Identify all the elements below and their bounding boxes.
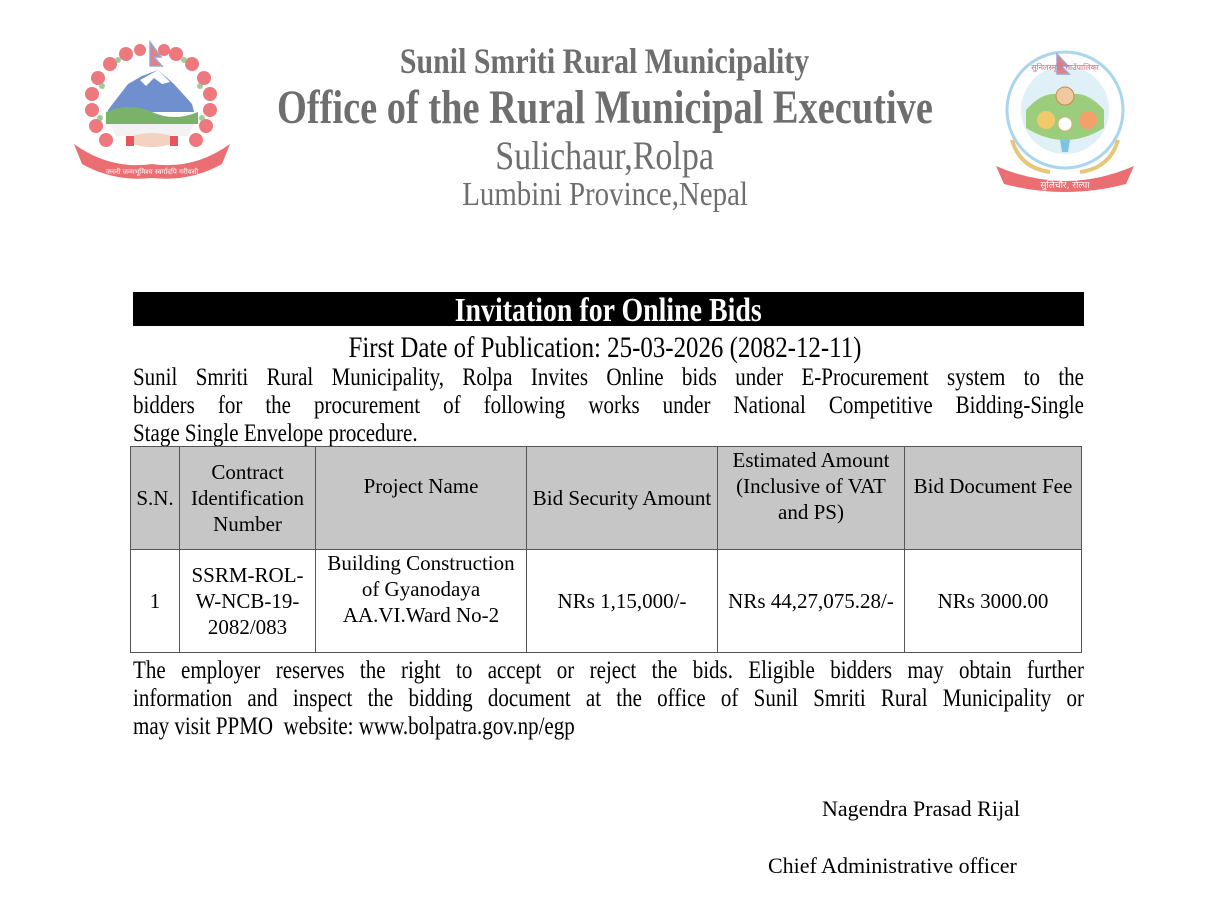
footer-line: information and inspect the bidding document at the office of Sunil Smriti Rural Municipality or <box>133 685 1084 712</box>
intro-line: bidders for the procurement of following works under National Competitive Bidding-Single <box>133 392 1085 419</box>
header-project-name: Project Name <box>316 447 527 550</box>
cell-contract-id <box>180 550 316 653</box>
header-document-fee: Bid Document Fee <box>905 447 1082 550</box>
intro-paragraph <box>133 364 1084 448</box>
footer-line: may visit PPMO website: www.bolpatra.gov.np/egp <box>133 713 575 740</box>
cell-sn: 1 <box>131 550 180 653</box>
signer-name: Nagendra Prasad Rijal <box>822 796 1020 821</box>
header-sn: S.N. <box>131 447 180 550</box>
publication-date <box>0 331 1210 365</box>
bids-table <box>130 446 1082 653</box>
municipality-name <box>0 40 1210 82</box>
office-location-text: Sulichaur,Rolpa <box>495 133 715 178</box>
emblem-text-top: सुनिलस्मृति गाउँपालिका <box>1031 63 1099 72</box>
table-header-row <box>131 447 1082 550</box>
emblem-text-bottom: सुलिचौर, रोल्पा <box>1040 181 1090 191</box>
table-row <box>131 550 1082 653</box>
notice-title: Invitation for Online Bids <box>454 292 763 329</box>
cell-estimated-amount: NRs 44,27,075.28/- <box>718 550 905 653</box>
header-estimated-amount: Estimated Amount (Inclusive of VAT and PS) <box>718 447 905 550</box>
cell-document-fee: NRs 3000.00 <box>905 550 1082 653</box>
notice-title-bar <box>133 292 1084 329</box>
municipality-name-text: Sunil Smriti Rural Municipality <box>400 41 810 81</box>
office-name-text: Office of the Rural Municipal Executive <box>277 81 933 134</box>
svg-text:जननी जन्मभूमिश्च स्वर्गादपि गर: जननी जन्मभूमिश्च स्वर्गादपि गरीयसी <box>105 168 199 176</box>
office-name <box>0 80 1210 135</box>
province-text: Lumbini Province,Nepal <box>462 176 748 213</box>
signer-title: Chief Administrative officer <box>768 853 1017 878</box>
office-location <box>0 132 1210 179</box>
intro-line: Sunil Smriti Rural Municipality, Rolpa Invites Online bids under E-Procurement system to the <box>133 364 1084 391</box>
province <box>0 176 1210 214</box>
cell-project-name: Building Construction of Gyanodaya AA.VI.Ward No-2 <box>316 550 527 653</box>
header-contract-id: Contract Identification Number <box>180 447 316 550</box>
intro-line: Stage Single Envelope procedure. <box>133 420 418 447</box>
header-bid-security: Bid Security Amount <box>527 447 718 550</box>
cell-bid-security: NRs 1,15,000/- <box>527 550 718 653</box>
footer-paragraph <box>133 657 1084 741</box>
publication-date-text: First Date of Publication: 25-03-2026 (2082-12-11) <box>348 331 862 364</box>
contract-id-text: SSRM-ROL- W-NCB-19- 2082/083 <box>191 563 304 639</box>
footer-line: The employer reserves the right to accept or reject the bids. Eligible bidders may obtain further <box>133 657 1084 684</box>
